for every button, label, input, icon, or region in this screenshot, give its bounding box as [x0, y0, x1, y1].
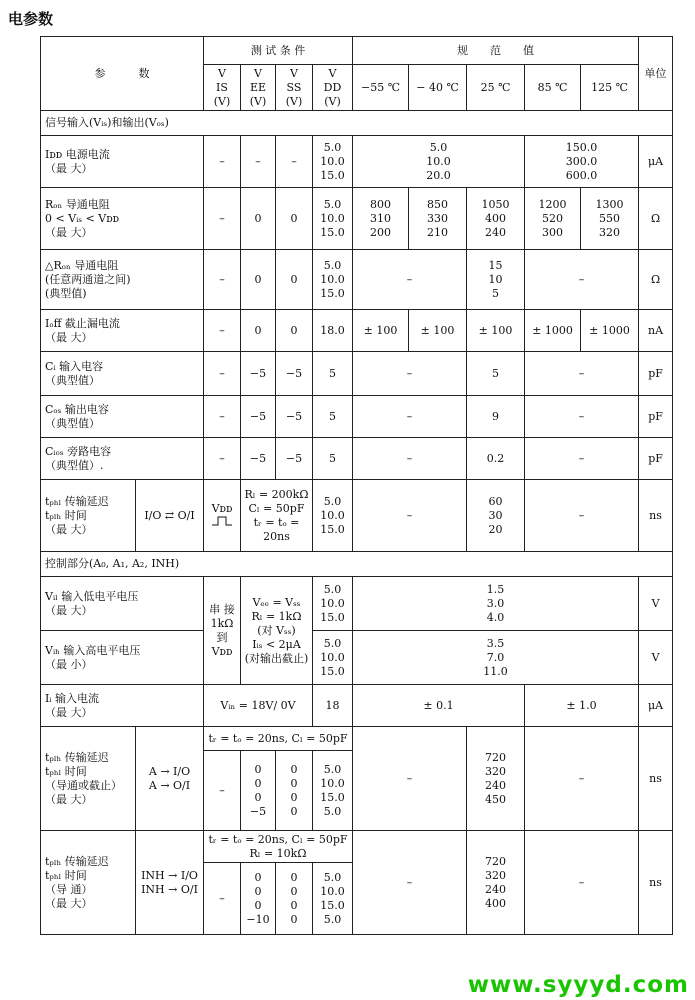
spec-cell: ± 0.1 [353, 685, 525, 727]
cell: −5 [276, 438, 313, 480]
cell: 0 0 0 −5 [241, 751, 276, 831]
spec-cell: 60 30 20 [467, 480, 525, 552]
unit-cell: μA [639, 136, 673, 188]
param-name: Iᵢ 输入电流 （最 大） [41, 685, 204, 727]
row-vil [41, 577, 673, 631]
row-cios [41, 438, 673, 480]
vdd-label: Vᴅᴅ [211, 501, 233, 515]
unit-cell: Ω [639, 250, 673, 310]
unit-cell: nA [639, 310, 673, 352]
vdd-cell: 5.0 10.0 15.0 [313, 188, 353, 250]
vdd-cell: 5.0 10.0 15.0 [313, 577, 353, 631]
unit-cell: ns [639, 831, 673, 935]
spec-cell: – [353, 480, 467, 552]
cell: – [241, 136, 276, 188]
cell: – [204, 250, 241, 310]
cell: −5 [276, 352, 313, 396]
cell: 0 [276, 310, 313, 352]
cell: – [204, 310, 241, 352]
unit-cell: pF [639, 438, 673, 480]
cond-cell: tᵣ = tₒ = 20ns, Cₗ = 50pF [204, 727, 353, 751]
conditions-header: 测 试 条 件 [204, 37, 353, 65]
spec-cell: 720 320 240 400 [467, 831, 525, 935]
cell: – [204, 396, 241, 438]
vdd-cell: 5 [313, 438, 353, 480]
spec-cell: 1200 520 300 [525, 188, 581, 250]
spec-cell: – [353, 250, 467, 310]
unit-header: 单位 [639, 37, 673, 111]
spec-cell: – [525, 480, 639, 552]
cell: 0 [241, 188, 276, 250]
param-name: tₚₗₕ 传输延迟 tₚₕₗ 时间 （导通或截止） （最 大） [41, 727, 136, 831]
vdd-cell: 5 [313, 396, 353, 438]
vdd-header: V DD (V) [313, 65, 353, 111]
section-control [41, 552, 673, 577]
spec-cell: 3.5 7.0 11.0 [353, 631, 639, 685]
spec-cell: ± 1000 [581, 310, 639, 352]
spec-cell: 150.0 300.0 600.0 [525, 136, 639, 188]
param-name: Cᵢₒₛ 旁路电容 （典型值）. [41, 438, 204, 480]
vdd-cell: 5.0 10.0 15.0 [313, 136, 353, 188]
param-name: Cᵢ 输入电容 （典型值） [41, 352, 204, 396]
vdd-cell: 5 [313, 352, 353, 396]
param-name: tₚₗₕ 传输延迟 tₚₕₗ 时间 （导 通） （最 大） [41, 831, 136, 935]
section-signal [41, 111, 673, 136]
row-ci [41, 352, 673, 396]
path-cell: INH → I/O INH → O/I [136, 831, 204, 935]
param-name: Vᵢₗ 输入低电平电压 （最 大） [41, 577, 204, 631]
cell: −5 [276, 396, 313, 438]
spec-cell: – [525, 396, 639, 438]
cond-cell: Rₗ = 200kΩ Cₗ = 50pF tᵣ = tₒ = 20ns [241, 480, 313, 552]
section-title: 控制部分(A₀, A₁, A₂, INH) [41, 552, 673, 577]
spec-cell: ± 1.0 [525, 685, 639, 727]
temp-header: 25 ℃ [467, 65, 525, 111]
vdd-cell: 18 [313, 685, 353, 727]
spec-cell: 5 [467, 352, 525, 396]
cell [204, 480, 241, 552]
vss-header: V SS (V) [276, 65, 313, 111]
vdd-cell: 5.0 10.0 15.0 [313, 250, 353, 310]
param-name: △Rₒₙ 导通电阻 (任意两通道之间) (典型值) [41, 250, 204, 310]
section-title: 信号输入(Vᵢₛ)和输出(Vₒₛ) [41, 111, 673, 136]
spec-cell: 9 [467, 396, 525, 438]
spec-cell: – [525, 250, 639, 310]
param-name: Iᴅᴅ 电源电流 （最 大） [41, 136, 204, 188]
param-name: Vᵢₕ 输入高电平电压 （最 小） [41, 631, 204, 685]
cell: 0 [276, 188, 313, 250]
spec-cell: – [353, 727, 467, 831]
cell: – [204, 352, 241, 396]
spec-cell: – [525, 352, 639, 396]
param-name: Cₒₛ 输出电容 （典型值） [41, 396, 204, 438]
watermark: www.syyyd.com [419, 972, 689, 998]
temp-header: 125 ℃ [581, 65, 639, 111]
cell: – [204, 188, 241, 250]
cell: 0 [241, 310, 276, 352]
temp-header: −55 ℃ [353, 65, 409, 111]
page-title: 电参数 [8, 10, 54, 28]
spec-cell: – [353, 396, 467, 438]
param-name: tₚₕₗ 传输延迟 tₚₗₕ 时间 （最 大） [41, 480, 136, 552]
unit-cell: Ω [639, 188, 673, 250]
vdd-cell: 5.0 10.0 15.0 [313, 631, 353, 685]
row-vih [41, 631, 673, 685]
header-row-1 [41, 37, 673, 65]
cell: −5 [241, 352, 276, 396]
cell: −5 [241, 438, 276, 480]
cell: – [204, 863, 241, 935]
cell: 0 0 0 0 [276, 751, 313, 831]
temp-header: 85 ℃ [525, 65, 581, 111]
spec-header: 规 范 值 [353, 37, 639, 65]
vdd-cell: 18.0 [313, 310, 353, 352]
pulse-icon [212, 516, 232, 526]
spec-cell: – [353, 831, 467, 935]
unit-cell: μA [639, 685, 673, 727]
row-cos [41, 396, 673, 438]
cell: 0 0 0 −10 [241, 863, 276, 935]
spec-cell: ± 100 [467, 310, 525, 352]
unit-cell: V [639, 631, 673, 685]
cell: 0 [276, 250, 313, 310]
cell: – [276, 136, 313, 188]
cell: – [204, 136, 241, 188]
cell: – [204, 751, 241, 831]
cell: 0 [241, 250, 276, 310]
unit-cell: pF [639, 352, 673, 396]
spec-cell: ± 100 [409, 310, 467, 352]
cell: – [204, 438, 241, 480]
spec-cell: 15 10 5 [467, 250, 525, 310]
vdd-cell: 5.0 10.0 15.0 5.0 [313, 751, 353, 831]
row-idd [41, 136, 673, 188]
spec-cell: – [525, 438, 639, 480]
cell: −5 [241, 396, 276, 438]
row-ron [41, 188, 673, 250]
spec-cell: – [353, 438, 467, 480]
electrical-parameters-table [40, 36, 673, 935]
param-name: Rₒₙ 导通电阻 0 < Vᵢₛ < Vᴅᴅ （最 大） [41, 188, 204, 250]
row-delta-ron [41, 250, 673, 310]
spec-cell: – [525, 831, 639, 935]
spec-cell: 720 320 240 450 [467, 727, 525, 831]
vee-header: V EE (V) [241, 65, 276, 111]
spec-cell: 800 310 200 [353, 188, 409, 250]
temp-header: − 40 ℃ [409, 65, 467, 111]
spec-cell: 1.5 3.0 4.0 [353, 577, 639, 631]
row-ioff [41, 310, 673, 352]
param-header: 参 数 [41, 37, 204, 111]
vdd-cell: 5.0 10.0 15.0 [313, 480, 353, 552]
unit-cell: V [639, 577, 673, 631]
spec-cell: 5.0 10.0 20.0 [353, 136, 525, 188]
unit-cell: ns [639, 727, 673, 831]
cond-cell: Vₑₑ = Vₛₛ Rₗ = 1kΩ (对 Vₛₛ) Iᵢₛ < 2μA (对输出截止) [241, 577, 313, 685]
param-name: Iₒff 截止漏电流 （最 大） [41, 310, 204, 352]
spec-cell: 1050 400 240 [467, 188, 525, 250]
spec-cell: 1300 550 320 [581, 188, 639, 250]
cond-cell: 串 接 1kΩ 到 Vᴅᴅ [204, 577, 241, 685]
spec-cell: ± 1000 [525, 310, 581, 352]
cell: 0 0 0 0 [276, 863, 313, 935]
spec-cell: – [525, 727, 639, 831]
row-ii [41, 685, 673, 727]
spec-cell: 0.2 [467, 438, 525, 480]
path-cell: I/O ⇄ O/I [136, 480, 204, 552]
path-cell: A → I/O A → O/I [136, 727, 204, 831]
cond-cell: tᵣ = tₒ = 20ns, Cₗ = 50pF Rₗ = 10kΩ [204, 831, 353, 863]
row-tphl [41, 480, 673, 552]
cond-cell: Vᵢₙ = 18V/ 0V [204, 685, 313, 727]
unit-cell: pF [639, 396, 673, 438]
vis-header: V IS (V) [204, 65, 241, 111]
unit-cell: ns [639, 480, 673, 552]
row-tpi-cond [41, 831, 673, 863]
spec-cell: ± 100 [353, 310, 409, 352]
spec-cell: – [353, 352, 467, 396]
spec-cell: 850 330 210 [409, 188, 467, 250]
row-tpa-cond [41, 727, 673, 751]
vdd-cell: 5.0 10.0 15.0 5.0 [313, 863, 353, 935]
